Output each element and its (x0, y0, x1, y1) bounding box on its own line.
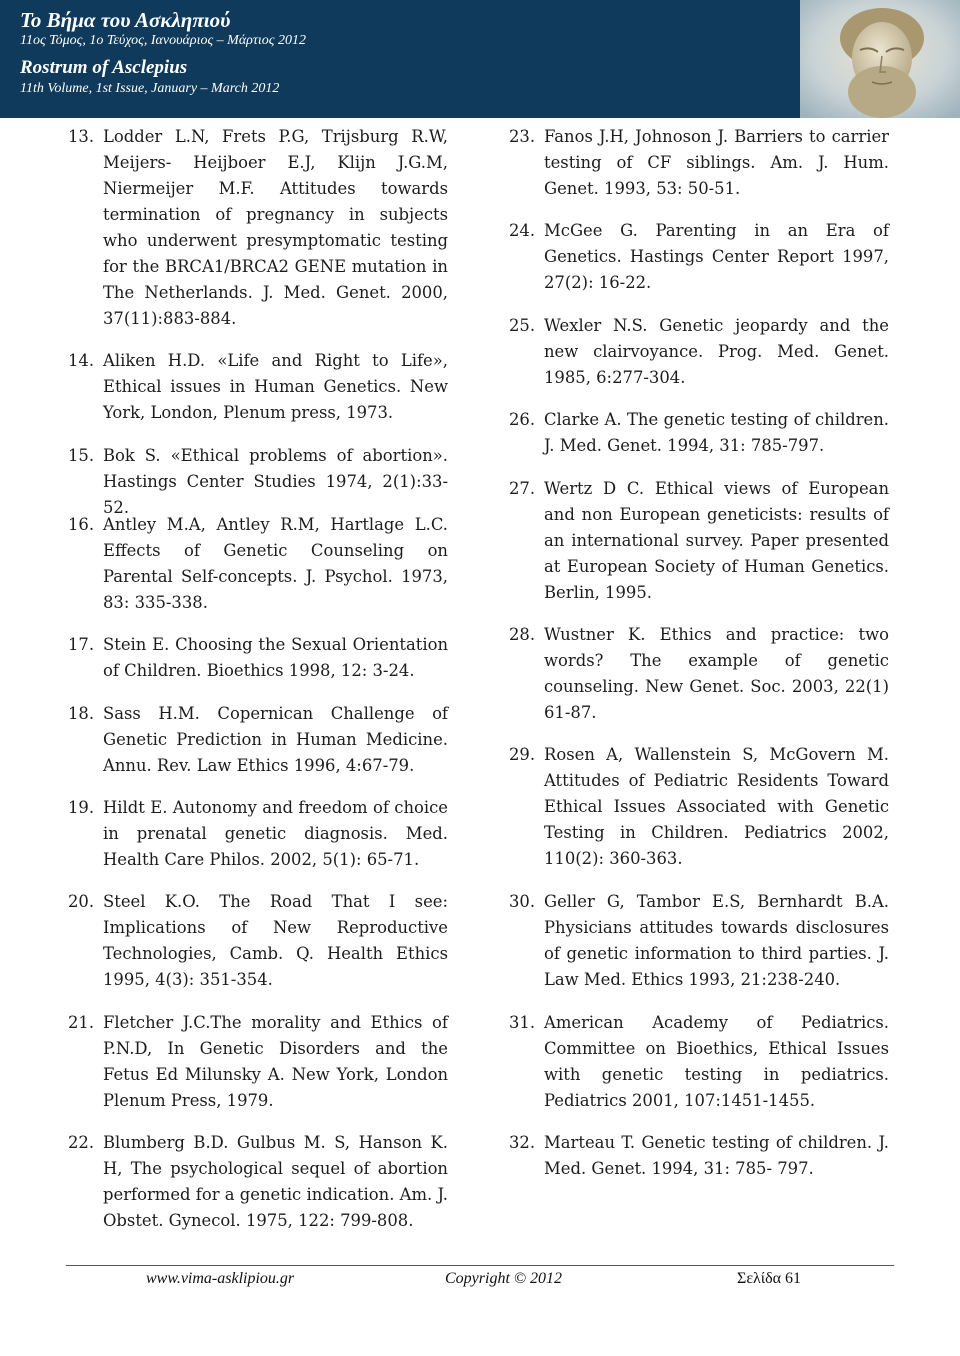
reference-text: Antley M.A, Antley R.M, Hartlage L.C. Effects of Genetic Counseling on Parental Self-concepts. J. Psychol. 1973, 83: 335-338. (103, 515, 448, 612)
footer-copyright: Copyright © 2012 (445, 1270, 563, 1287)
reference-number: 30. (509, 892, 536, 911)
reference-number: 18. (68, 704, 95, 723)
reference-number: 17. (68, 635, 95, 654)
reference-text: Wustner K. Ethics and practice: two words? The example of genetic counseling. New Genet. Soc. 2003, 22(1) 61-87. (544, 625, 889, 722)
reference-text: Wertz D C. Ethical views of European and non European geneticists: results of an international survey. Paper presented at European Society of Human Genetics. Berlin, 1995. (544, 479, 889, 602)
reference-item (68, 795, 448, 873)
reference-text: Steel K.O. The Road That I see: Implications of New Reproductive Technologies, Camb. Q. Health Ethics 1995, 4(3): 351-354. (103, 892, 448, 989)
reference-number: 24. (509, 221, 536, 240)
reference-text: Wexler N.S. Genetic jeopardy and the new clairvoyance. Prog. Med. Genet. 1985, 6:277-304. (544, 316, 889, 387)
reference-number: 27. (509, 479, 536, 498)
reference-item (68, 1010, 448, 1114)
reference-number: 16. (68, 515, 95, 534)
reference-item (509, 889, 889, 993)
reference-text: Lodder L.N, Frets P.G, Trijsburg R.W, Meijers- Heijboer E.J, Klijn J.G.M, Niermeijer M.F. Attitudes towards termination of pregnancy in subjects who underwent presymptomatic testing for the BRCA1/BRCA2 GENE mutation in The Netherlands. J. Med. Genet. 2000, 37(11):883-884. (103, 127, 448, 328)
reference-text: Aliken H.D. «Life and Right to Life», Ethical issues in Human Genetics. New York, London, Plenum press, 1973. (103, 351, 448, 422)
reference-item (68, 348, 448, 426)
greek-issue-line: 11ος Τόμος, 1ο Τεύχος, Ιανουάριος – Μάρτιος 2012 (20, 33, 306, 48)
reference-text: Clarke A. The genetic testing of children. J. Med. Genet. 1994, 31: 785-797. (544, 410, 889, 455)
reference-text: Hildt E. Autonomy and freedom of choice in prenatal genetic diagnosis. Med. Health Care Philos. 2002, 5(1): 65-71. (103, 798, 448, 869)
reference-item (509, 313, 889, 391)
reference-text: Fletcher J.C.The morality and Ethics of P.N.D, In Genetic Disorders and the Fetus Ed Milunsky A. New York, London Plenum Press, 1979. (103, 1013, 448, 1110)
reference-text: Fanos J.H, Johnoson J. Barriers to carrier testing of CF siblings. Am. J. Hum. Genet. 1993, 53: 50-51. (544, 127, 889, 198)
footer-website: www.vima-asklipiou.gr (146, 1270, 295, 1287)
reference-item (68, 632, 448, 684)
reference-number: 14. (68, 351, 95, 370)
asclepius-bust-image (800, 0, 960, 118)
reference-text: Stein E. Choosing the Sexual Orientation of Children. Bioethics 1998, 12: 3-24. (103, 635, 448, 680)
reference-number: 32. (509, 1133, 536, 1152)
reference-number: 22. (68, 1133, 95, 1152)
greek-journal-title: Το Βήμα του Ασκληπιού (20, 8, 231, 32)
journal-header (0, 0, 960, 118)
reference-item (509, 622, 889, 726)
reference-item (68, 512, 448, 616)
reference-item (509, 124, 889, 202)
reference-number: 21. (68, 1013, 95, 1032)
reference-item (509, 1010, 889, 1114)
reference-item (68, 701, 448, 779)
reference-number: 29. (509, 745, 536, 764)
reference-number: 19. (68, 798, 95, 817)
reference-item (68, 124, 448, 332)
reference-number: 31. (509, 1013, 536, 1032)
journal-title: Rostrum of Asclepius (20, 57, 188, 78)
reference-item (509, 742, 889, 872)
reference-number: 26. (509, 410, 536, 429)
reference-text: Geller G, Tambor E.S, Bernhardt B.A. Physicians attitudes towards disclosures of genetic information to third parties. J. Law Med. Ethics 1993, 21:238-240. (544, 892, 889, 989)
reference-item (509, 476, 889, 606)
reference-text: McGee G. Parenting in an Era of Genetics. Hastings Center Report 1997, 27(2): 16-22. (544, 221, 889, 292)
header-text-block (20, 8, 306, 104)
reference-number: 23. (509, 127, 536, 146)
reference-number: 20. (68, 892, 95, 911)
reference-number: 28. (509, 625, 536, 644)
reference-item (509, 218, 889, 296)
reference-text: Bok S. «Ethical problems of abortion». Hastings Center Studies 1974, 2(1):33-52. (103, 446, 448, 517)
reference-item (68, 1130, 448, 1234)
reference-number: 15. (68, 446, 95, 465)
reference-number: 25. (509, 316, 536, 335)
reference-item (509, 1130, 889, 1182)
reference-text: Blumberg B.D. Gulbus M. S, Hanson K. H, The psychological sequel of abortion performed for a genetic indication. Am. J. Obstet. Gynecol. 1975, 122: 799-808. (103, 1133, 448, 1230)
reference-number: 13. (68, 127, 95, 146)
reference-text: Rosen A, Wallenstein S, McGovern M. Attitudes of Pediatric Residents Toward Ethical Issues Associated with Genetic Testing in Children. Pediatrics 2002, 110(2): 360-363. (544, 745, 889, 868)
footer-divider (66, 1265, 894, 1266)
reference-item (509, 407, 889, 459)
reference-text: Marteau T. Genetic testing of children. J. Med. Genet. 1994, 31: 785- 797. (544, 1133, 889, 1178)
reference-text: American Academy of Pediatrics. Committee on Bioethics, Ethical Issues with genetic testing in pediatrics. Pediatrics 2001, 107:1451-1455. (544, 1013, 889, 1110)
reference-text: Sass H.M. Copernican Challenge of Genetic Prediction in Human Medicine. Annu. Rev. Law Ethics 1996, 4:67-79. (103, 704, 448, 775)
reference-item (68, 443, 448, 521)
reference-item (68, 889, 448, 993)
issue-line: 11th Volume, 1st Issue, January – March 2012 (20, 81, 280, 96)
footer-page-number: Σελίδα 61 (737, 1270, 802, 1287)
